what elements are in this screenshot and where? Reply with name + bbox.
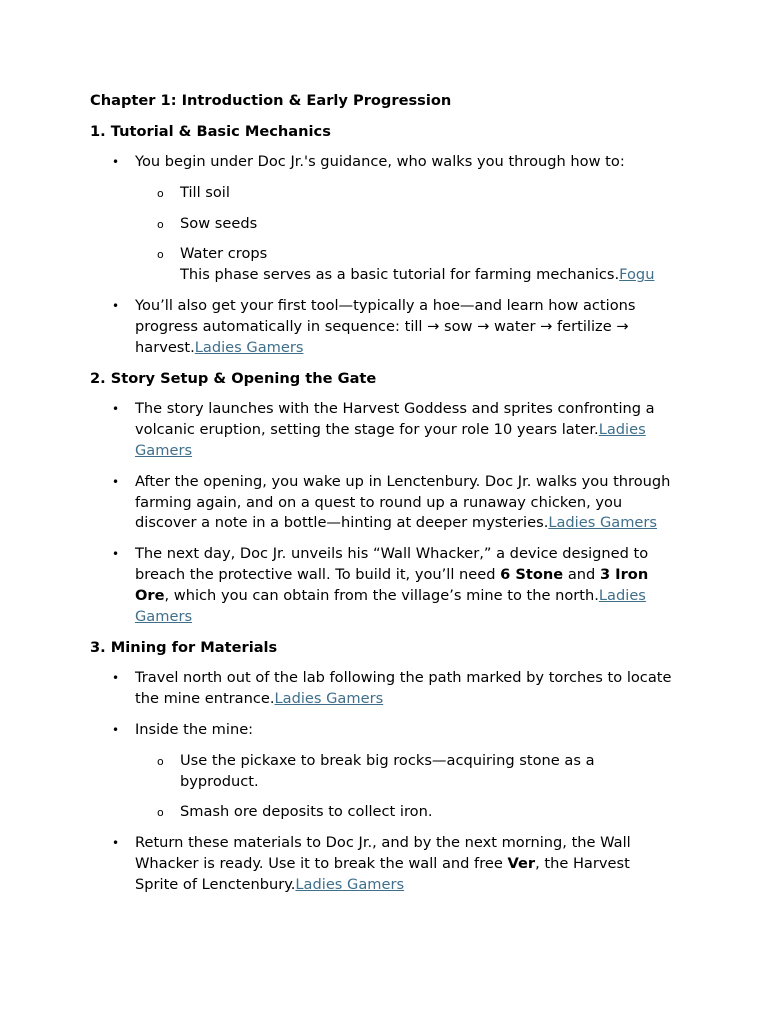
section-heading: 1. Tutorial & Basic Mechanics	[90, 123, 331, 140]
section-heading: 3. Mining for Materials	[90, 639, 278, 657]
sub-bullet-icon: o	[157, 806, 164, 820]
item-text: The next day, Doc Jr. unveils his “Wall Whacker,” a device designed to breach the protective wall. To build it, you’ll need	[135, 545, 649, 583]
item-text: and	[563, 565, 600, 583]
sub-bullet-icon: o	[157, 186, 164, 200]
sub-list-item	[135, 802, 674, 823]
sub-list-item	[135, 244, 674, 286]
emphasis-text: 3 Iron Ore	[135, 565, 649, 604]
bullet-icon: •	[112, 547, 120, 562]
item-text: After the opening, you wake up in Lenctenbury. Doc Jr. walks you through farming again, and on a quest to round up a runaway chicken, you discover a note in a bottle—hinting at deeper mysteries.	[135, 472, 671, 532]
item-text: You begin under Doc Jr.'s guidance, who walks you through how to:	[135, 153, 625, 170]
sub-list-item	[135, 183, 674, 204]
list-item	[90, 296, 674, 358]
bullet-icon: •	[112, 474, 120, 489]
list-item	[90, 720, 674, 823]
source-link[interactable]: Ladies Gamers	[135, 586, 646, 625]
item-text: The story launches with the Harvest Goddess and sprites confronting a volcanic eruption, setting the stage for your role 10 years later.	[135, 400, 655, 439]
bullet-list	[90, 152, 674, 358]
source-link[interactable]: Ladies Gamers	[135, 421, 646, 459]
bullet-icon: •	[112, 298, 120, 313]
sub-bullet-icon: o	[157, 248, 164, 262]
item-text: Inside the mine:	[135, 720, 254, 738]
sub-bullet-icon: o	[157, 754, 164, 768]
sub-item-text: Sow seeds	[180, 214, 258, 232]
source-link[interactable]: Ladies Gamers	[274, 690, 384, 708]
source-link[interactable]: Fogu	[619, 266, 655, 284]
sub-bullet-icon: o	[157, 217, 164, 231]
source-link[interactable]: Ladies Gamers	[548, 514, 658, 532]
sub-list-item	[135, 214, 674, 235]
bullet-icon: •	[112, 402, 120, 417]
item-text: , which you can obtain from the village’s mine to the north.	[164, 586, 599, 604]
bullet-icon: •	[112, 836, 120, 851]
document-page	[90, 90, 674, 906]
emphasis-text: 6 Stone	[500, 565, 564, 583]
sub-bullet-list	[135, 183, 674, 286]
sub-item-text: Till soil	[180, 183, 230, 201]
list-item	[90, 668, 674, 710]
bullet-list	[90, 399, 674, 627]
sub-item-text: Water crops	[180, 245, 268, 263]
chapter-title: Chapter 1: Introduction & Early Progression	[90, 92, 452, 109]
sub-item-text: Smash ore deposits to collect iron.	[180, 803, 433, 821]
list-item	[90, 472, 674, 534]
sub-item-text: Use the pickaxe to break big rocks—acquiring stone as a byproduct.	[180, 751, 595, 790]
list-item	[90, 833, 674, 895]
list-item	[90, 152, 674, 286]
sub-list-item	[135, 751, 674, 793]
emphasis-text: Ver	[507, 854, 536, 872]
section-heading: 2. Story Setup & Opening the Gate	[90, 370, 377, 388]
sub-bullet-list	[135, 751, 674, 823]
item-text: This phase serves as a basic tutorial for farming mechanics.	[180, 266, 620, 284]
source-link[interactable]: Ladies Gamers	[194, 338, 304, 356]
bullet-icon: •	[112, 722, 120, 737]
source-link[interactable]: Ladies Gamers	[295, 875, 405, 893]
item-text: Return these materials to Doc Jr., and by the next morning, the Wall Whacker is ready. Use it to break the wall and free	[135, 834, 631, 872]
item-text: You’ll also get your first tool—typically a hoe—and learn how actions progress automatically in sequence: till → sow → water → fertilize → harvest.	[135, 296, 636, 356]
list-item	[90, 399, 674, 461]
list-item	[90, 544, 674, 627]
bullet-icon: •	[112, 155, 120, 169]
bullet-icon: •	[112, 671, 120, 686]
item-text: , the Harvest Sprite of Lenctenbury.	[135, 854, 630, 893]
item-text: Travel north out of the lab following the path marked by torches to locate the mine entrance.	[135, 669, 672, 708]
bullet-list	[90, 668, 674, 895]
